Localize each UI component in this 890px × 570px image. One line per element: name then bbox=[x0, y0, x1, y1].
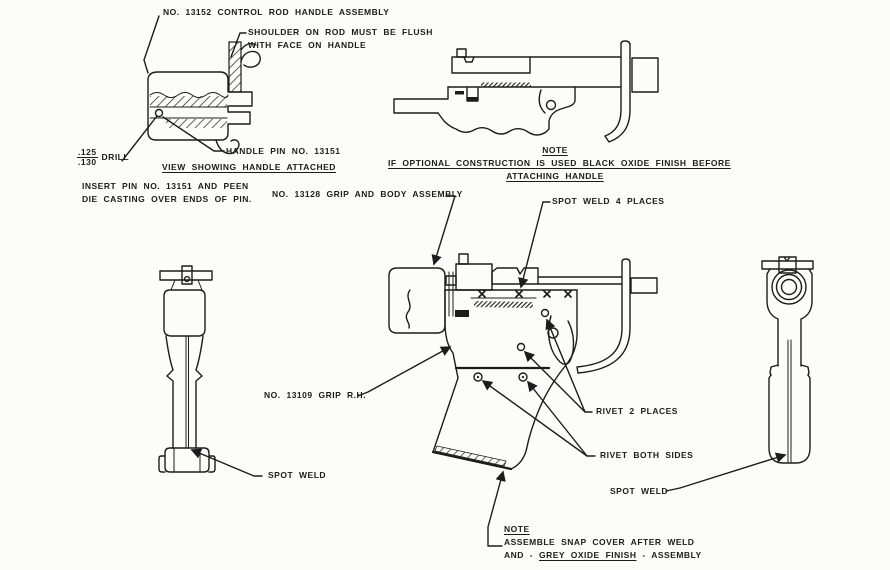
u-slot-fill-main bbox=[455, 310, 469, 317]
cocking-block-notch bbox=[464, 57, 474, 62]
slot-hatched-bar bbox=[481, 83, 531, 88]
inner-flap-curve bbox=[539, 90, 545, 113]
short-bar bbox=[455, 91, 464, 95]
rear-head-right bbox=[801, 269, 812, 366]
x-mark-3 bbox=[544, 291, 550, 297]
trigger bbox=[549, 316, 574, 364]
drill-top-size: .125 bbox=[78, 147, 97, 157]
rear-grip-outline bbox=[769, 375, 810, 463]
note-bottom-line2-underlined: GREY OXIDE FINISH bbox=[538, 549, 637, 560]
handle-block bbox=[389, 268, 445, 333]
label-insert-pin bbox=[82, 180, 252, 206]
label-grip-body-assembly: NO. 13128 GRIP AND BODY ASSEMBLY bbox=[272, 189, 463, 199]
rivet-hole-upper bbox=[542, 310, 549, 317]
rod-connector-pin bbox=[446, 276, 456, 285]
barrel-ring-mid bbox=[777, 275, 802, 300]
main-assembly-view bbox=[389, 254, 657, 469]
note-bottom bbox=[504, 523, 702, 561]
label-shoulder-note bbox=[248, 26, 433, 52]
center-seam-front bbox=[186, 336, 189, 448]
note-top-line1: IF OPTIONAL CONSTRUCTION IS USED BLACK OXIDE FINISH BEFORE bbox=[388, 157, 731, 168]
top-step-piece bbox=[492, 268, 538, 284]
muzzle-tube bbox=[394, 99, 438, 113]
x-mark-2 bbox=[516, 291, 522, 297]
barrel-bore bbox=[782, 280, 797, 295]
body-left-and-grip-front bbox=[433, 290, 458, 452]
label-view-caption: VIEW SHOWING HANDLE ATTACHED bbox=[162, 162, 336, 172]
handle-hatch-band-upper bbox=[150, 96, 227, 107]
base-tab-left bbox=[159, 456, 165, 472]
rod-connector-lines bbox=[449, 272, 453, 316]
grip-left-profile bbox=[166, 336, 173, 448]
cocking-block bbox=[452, 57, 530, 73]
leader-note-bottom bbox=[488, 472, 503, 546]
shoulder-note-line1: SHOULDER ON ROD MUST BE FLUSH bbox=[248, 27, 433, 37]
body-side-view bbox=[394, 41, 658, 142]
label-control-rod-handle-assembly: NO. 13152 CONTROL ROD HANDLE ASSEMBLY bbox=[163, 7, 390, 17]
note-top-title: NOTE bbox=[542, 145, 568, 155]
x-mark-1 bbox=[479, 291, 485, 297]
label-spot-weld-4-places: SPOT WELD 4 PLACES bbox=[552, 196, 665, 206]
leader-rivet2-b bbox=[525, 352, 585, 412]
insert-pin-line1: INSERT PIN NO. 13151 AND PEEN bbox=[82, 181, 249, 191]
rivet-hole-mid bbox=[518, 344, 525, 351]
control-rod-section bbox=[229, 42, 241, 92]
front-view bbox=[159, 266, 215, 472]
rivet-dot-right bbox=[522, 376, 524, 378]
note-bottom-line1: ASSEMBLE SNAP COVER AFTER WELD bbox=[504, 536, 695, 547]
handle-inner-squiggle bbox=[406, 290, 410, 328]
u-slot-fill bbox=[467, 97, 478, 102]
rear-cover-plate-main bbox=[577, 259, 630, 373]
leader-grip-body-assembly bbox=[434, 196, 455, 264]
note-bottom-line2-suffix: - ASSEMBLY bbox=[636, 549, 702, 560]
note-bottom-line2 bbox=[504, 549, 702, 562]
slot-hatched-bar-main bbox=[474, 301, 533, 308]
rear-top-bar bbox=[762, 261, 813, 269]
shoulder-note-line2: WITH FACE ON HANDLE bbox=[248, 39, 367, 50]
label-rivet-2-places: RIVET 2 PLACES bbox=[596, 406, 678, 416]
rod-hook bbox=[241, 51, 260, 67]
drill-fraction bbox=[77, 148, 98, 168]
label-drill-size bbox=[77, 148, 129, 168]
label-rivet-both-sides: RIVET BOTH SIDES bbox=[600, 450, 694, 460]
note-top-line2: ATTACHING HANDLE bbox=[506, 170, 604, 181]
drill-word: DRILL bbox=[101, 152, 130, 163]
label-spot-weld-left: SPOT WELD bbox=[268, 470, 327, 480]
ear-right bbox=[801, 365, 809, 375]
leader-spot-weld-4 bbox=[521, 202, 550, 287]
label-grip-rh: NO. 13109 GRIP R.H. bbox=[264, 390, 366, 400]
rear-view bbox=[762, 257, 813, 463]
note-bottom-line2-prefix: AND - bbox=[504, 549, 539, 560]
pivot-hole bbox=[547, 101, 556, 110]
insert-pin-line2: DIE CASTING OVER ENDS OF PIN. bbox=[82, 193, 252, 204]
spot-weld-x-marks bbox=[479, 291, 571, 297]
leader-grip-rh bbox=[358, 347, 450, 396]
handle-hatch-band-lower bbox=[166, 119, 227, 128]
top-bar bbox=[160, 271, 212, 280]
base-block bbox=[165, 448, 209, 472]
barrel-end-block-main bbox=[631, 278, 657, 293]
barrel-end-block bbox=[632, 58, 658, 92]
ear-left bbox=[770, 365, 778, 375]
grip-right-profile bbox=[196, 336, 203, 448]
label-handle-pin: HANDLE PIN NO. 13151 bbox=[226, 146, 341, 156]
handle-pin-hole bbox=[156, 110, 163, 117]
snap-cover-hatched-strip bbox=[435, 446, 506, 466]
note-bottom-title: NOTE bbox=[504, 524, 530, 534]
center-seam-rear bbox=[788, 340, 791, 462]
cocking-block-main bbox=[456, 264, 492, 290]
cocking-block-tab bbox=[457, 49, 466, 57]
handle-attached-section-view bbox=[148, 42, 260, 154]
x-mark-4 bbox=[565, 291, 571, 297]
label-spot-weld-right: SPOT WELD bbox=[610, 486, 669, 496]
upper-block bbox=[164, 290, 205, 336]
cocking-tab-main bbox=[459, 254, 468, 264]
rear-cover-plate bbox=[605, 41, 630, 142]
rivet-dot-left bbox=[477, 376, 479, 378]
note-top bbox=[388, 144, 731, 182]
drill-bottom-size: .130 bbox=[78, 157, 97, 168]
leader-control-rod-handle bbox=[144, 16, 159, 73]
